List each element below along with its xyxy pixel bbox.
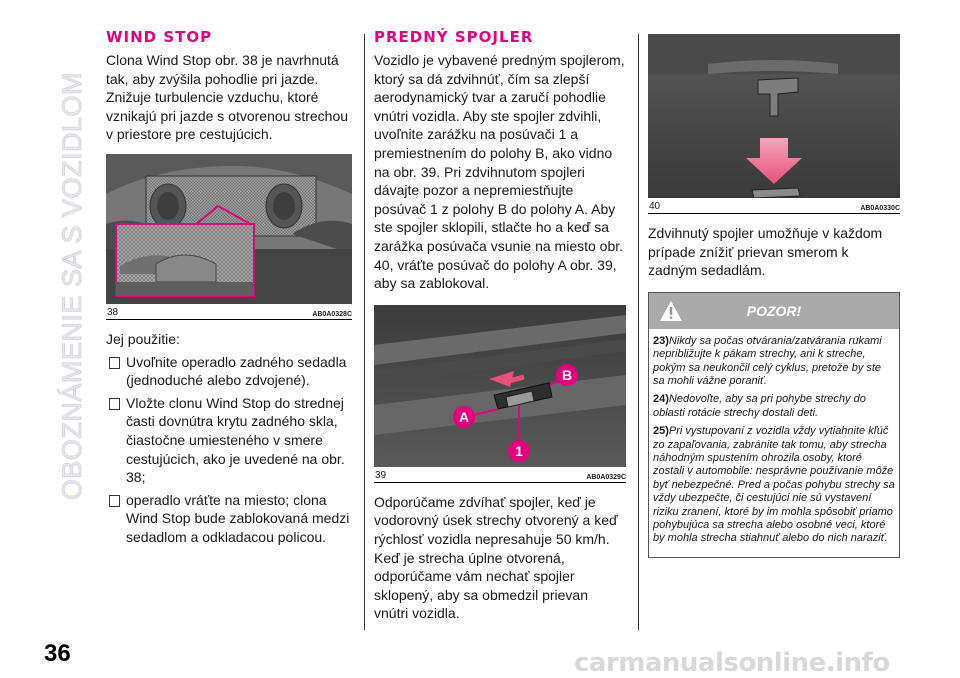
figure-39: [374, 305, 626, 483]
figure-number: 40: [649, 201, 661, 212]
warning-item: [653, 393, 895, 420]
warning-item-number: 25): [653, 425, 669, 438]
spoiler-continued-section: [648, 34, 900, 558]
warning-item-number: 23): [653, 334, 669, 347]
figure-number: 38: [107, 306, 119, 318]
figure-caption: [106, 304, 352, 320]
sidebar-section-title: [52, 30, 92, 500]
warning-title: POZOR!: [746, 302, 802, 319]
usage-title: Jej použitie:: [106, 330, 180, 347]
page-number: 36: [44, 640, 71, 667]
list-item: [106, 353, 352, 390]
wind-stop-heading: WIND STOP: [106, 28, 213, 46]
wind-stop-intro: Clona Wind Stop obr. 38 je navrhnutá tak, aby zvýšila pohodlie pri jazde. Znižuje turbulencie vzduchu, ktoré vznikajú pri jazde s otvorenou strechou v priestore pre cestujúcich.: [106, 52, 349, 143]
label-b: B: [561, 366, 573, 383]
checkbox-bullet-icon: [109, 398, 120, 410]
front-spoiler-section: [374, 28, 626, 623]
checkbox-bullet-icon: [109, 357, 120, 369]
list-item: [106, 394, 352, 487]
column-divider: [364, 34, 365, 630]
figure-caption: [648, 198, 900, 214]
figure-40: [648, 34, 900, 214]
wind-stop-illustration: [106, 154, 352, 304]
wind-stop-section: [106, 28, 352, 547]
spoiler-note: Zdvihnutý spojler umožňuje v každom prípade znížiť prievan smerom k zadným sedadlám.: [648, 225, 883, 279]
front-spoiler-text-2: Odporúčame zdvíhať spojler, keď je vodorovný úsek strechy otvorený a keď rýchlosť vozidla nepresahuje 50 km/h. Keď je strecha úplne otvorená, odporúčame vám nechať spojler sklopený, aby sa obmedzil prievan vnútri vozidla.: [374, 493, 618, 622]
spoiler-lowering-illustration: [648, 34, 900, 198]
figure-code: AB0A0329C: [586, 473, 626, 481]
figure-caption: [374, 467, 626, 483]
warning-item-text: Pri vystupovaní z vozidla vždy vytiahnite kľúč zo zapaľovania, zabránite tak tomu, aby strecha náhodným spustením ohrozila osoby, ktoré zostali v automobile: nesprávne používanie môže byť nebezpečné. Pred a počas pohybu strechy sa vždy ubezpečte, či cestujúci nie sú vystavení riziku zranení, ktoré by im mohla spôsobiť priamo pohybujúca sa strecha alebo osobné veci, ktoré by mohla strecha stiahnuť alebo do nich naraziť.: [653, 425, 895, 545]
sidebar-title-text: OBOZNÁMENIE SA S VOZIDLOM: [56, 71, 87, 500]
label-1: 1: [515, 442, 523, 459]
warning-item-text: Nedovoľte, aby sa pri pohybe strechy do oblasti rotácie strechy dostali deti.: [653, 393, 866, 419]
warning-box: [648, 292, 900, 558]
warning-triangle-icon: [659, 300, 683, 322]
warning-header: [649, 293, 899, 329]
front-spoiler-heading: PREDNÝ SPOJLER: [374, 28, 534, 46]
figure-38: [106, 154, 352, 320]
figure-number: 39: [375, 469, 387, 481]
watermark: carmanualsonline.info: [574, 648, 890, 678]
label-a: A: [458, 408, 470, 425]
list-item: [106, 491, 352, 547]
checkbox-bullet-icon: [109, 495, 120, 507]
bullet-text: operadlo vráťte na miesto; clona Wind Stop bude zablokovaná medzi sedadlom a odkladacou policou.: [126, 491, 350, 545]
bullet-text: Vložte clonu Wind Stop do strednej časti dovnútra krytu zadného skla, čiastočne umiesteného v smere cestujúcich, ako je uvedené na obr. 38;: [126, 394, 345, 486]
spoiler-slider-illustration: [374, 305, 626, 467]
figure-code: AB0A0328C: [312, 310, 352, 318]
front-spoiler-text: Vozidlo je vybavené predným spojlerom, ktorý sa dá zdvihnúť, čím sa zlepší aerodynamický tvar a zaručí pohodlie vnútri vozidla. Aby ste spojler zdvihli, uvoľnite zarážku na posúvači 1 a premiestnením do polohy B, ako vidno na obr. 39. Pri zdvihnutom spojleri dávajte pozor a nepremiestňujte posúvač 1 z polohy B do polohy A. Aby ste spojler sklopili, stlačte ho a keď sa zarážka posúvača vsunie na miesto obr. 40, vráťte posúvač do polohy A obr. 39, aby sa zablokoval.: [374, 52, 625, 292]
figure-code: AB0A0330C: [860, 205, 900, 212]
warning-item-number: 24): [653, 393, 669, 406]
warning-item: [653, 335, 895, 389]
warning-item: [653, 425, 895, 546]
warning-body: [649, 329, 899, 557]
bullet-text: Uvoľnite operadlo zadného sedadla (jednoduché alebo zdvojené).: [126, 353, 347, 389]
warning-item-text: Nikdy sa počas otvárania/zatvárania rukami nepribližujte k pákam strechy, ani k streche, pokým sa neukončil celý cyklus, pretože by ste sa mohli vážne poraniť.: [653, 334, 882, 387]
column-divider: [638, 34, 639, 630]
